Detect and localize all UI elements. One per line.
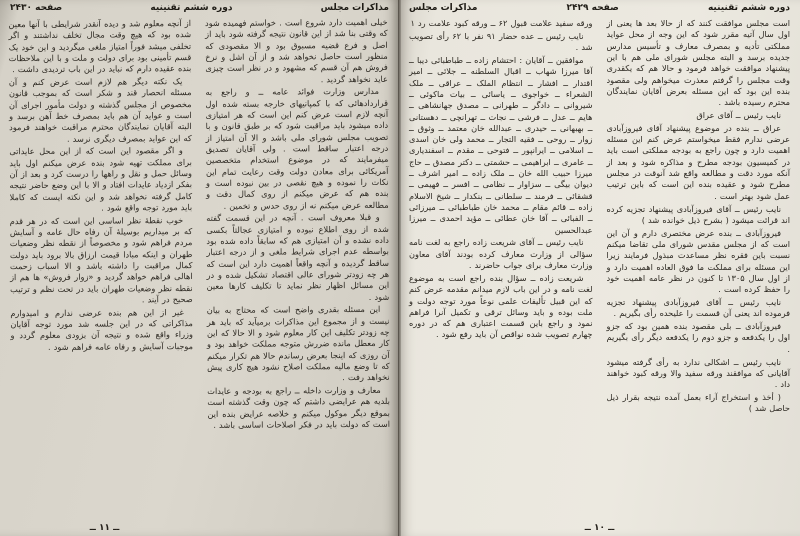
header-page-number: صفحه ۲۴۲۹: [566, 3, 619, 13]
paragraph: مدارس وزارت فوائد عامه ــ و راجع به قراردادهائی که با کمپانیهای خارجه بسته شده اول آنچه لازم است عرض کنم این است که هر امتیازی داده میشود باید مراقبت شود که بر طبق قانون و با تصویب مجلس شورای ملی باشد و الا آن امتیاز از درجه اعتبار ساقط است . ولی آقایان تصدیق میفرمایند که در موضوع استخدام متخصصین آمریکائی برای معادن دولت وقت رعایت تمام این نکات را نموده و هیچ نقصی در بین نبوده است و بنده هم که عرض میکنم از روی کمال دقت و مطالعه عرض میکنم نه از روی حدس و تخمین .: [205, 86, 389, 211]
right-page: [399, 0, 800, 536]
paragraph: یک نکته دیگر هم لازم است عرض کنم و آن مسئله انحصار قند و شکر است که بموجب قانون مخصوص از مجلس گذشته و دولت مأمور اجرای آن است و عواید آن هم باید بمصرف خط آهن برسد و البته آقایان نمایندگان محترم مراقبت خواهند فرمود که این عواید بمصرف دیگری نرسد .: [8, 76, 192, 144]
header-period: دوره ششم تقنینیه: [707, 3, 790, 13]
header-title: مذاکرات مجلس: [320, 3, 389, 13]
paragraph: و اگر مقصود این است که از این محل عایداتی برای مملکت تهیه شود بنده عرض میکنم اول باید وسائل حمل و نقل و راهها را درست کرد و بعد از آن بفکر ازدیاد عایدات افتاد و الا با این وضع حاضر نتیجه کامل گرفته نخواهد شد و این نکته ایست که کاملا باید مورد توجه واقع شود .: [9, 145, 193, 213]
paragraph: نایب رئیس ــ آقای عراق: [696, 110, 781, 120]
left-page: [0, 0, 399, 536]
paragraph: ( أخذ و استخراج آراء بعمل آمده نتیجه بقرار ذیل حاصل شد ): [606, 392, 790, 414]
right-page-header: [399, 0, 800, 15]
paragraph: ورقه سفید علامت قبول ۶۲ ــ ورقه کبود علامت رد ۱: [410, 18, 593, 28]
paragraph: شریعت زاده ــ سؤال بنده راجع است به موضوع لغت نامه و در این باب لازم میدانم مقدمه عرض کنم که این قبیل تألیفات علمی نوعاً مورد توجه دولت و ملت بوده و باید وسائل ترقی و تکمیل آنرا فراهم نمود و راجع باین قسمت اعتباری هم که در دوره چهارم تصویب شده نواقص آن باید رفع شود .: [409, 272, 593, 340]
paragraph: عراق ــ بنده در موضوع پیشنهاد آقای فیروزآبادی عرضی ندارم فقط میخواستم عرض کنم این مسئله اهمیت دارد و چون راجع به بودجه مملکتی است باید در کمیسیون بودجه مطرح و مذاکره شود و بعد از آنکه مورد دقت و مطالعه واقع شد آنوقت در مجلس مطرح شود و عقیده بنده این است که باین ترتیب عمل شود بهتر است .: [606, 122, 790, 201]
text-column: [9, 18, 195, 513]
paragraph: موافقین ــ آقایان : احتشام زاده ــ طباطبائی دیبا ــ آقا میرزا شهاب ــ اقبال السلطنه ــ جلائی ــ امیر اقتدار ــ افشار ــ انتظام الملک ــ عراقی ــ ملک الشعراء ــ خواجوی ــ یاسائی ــ بیات ماکوئی ــ شیروانی ــ دادگر ــ طهرانی ــ مصدق جهانشاهی ــ هایم ــ عدل ــ فرشی ــ نجات ــ تهرانچی ــ دهستانی ــ بهبهانی ــ حیدری ــ عبدالله خان معتمد ــ وثوق ــ زوار ــ روحی ــ فقیه التجار ــ محمد ولی خان اسدی ــ اسلامی ــ ایرانپور ــ فتوحی ــ مقدم ــ اسفندیاری ــ عامری ــ ابراهیمی ــ حشمتی ــ دکتر مصدق ــ حاج میرزا حبیب الله خان ــ ملک زاده ــ امیر اشرف ــ دیوان بیگی ــ سزاوار ــ نظامی ــ افسر ــ فهیمی ــ قشقائی ــ فرمند ــ سلطانی ــ بنکدار ــ شیخ الاسلام زاده ــ قائم مقام ــ محمد خان طباطبائی ــ میرزائی ــ الفبائی ــ آقا خان عطائی ــ مؤید احمدی ــ میرزا عبدالحسین: [409, 54, 593, 235]
paragraph: خوب نقطهٔ نظر اساسی این است که در هر قدم که بر میداریم بوسیلهٔ آن رفاه حال عامه و آسایش مردم فراهم شود و مخصوصاً از نقطه نظر وضعیات طهران و اینکه مبادا قیمت ارزاق بالا برود باید دولت کمال مراقبت را داشته باشد و الا اسباب زحمت اهالی فراهم خواهد گردید و «زوار فروش» ها هم از نقطه نظر وضعیات طهران باید در تحت نظم و ترتیب صحیح در آیند .: [9, 214, 193, 305]
paragraph: از آنچه معلوم شد و دیده آنقدر شرایطی با آنها معین شده بود که هیچ وقت مجال تخلف نداشتند و اگر تخلفی میشد فوراً امتیاز ملغی میگردید و این خود یک قسم تأمینی بود برای دولت و ملت و با این ملاحظات بنده عقیده دارم که نباید در این باب تردیدی داشت .: [8, 18, 192, 75]
left-page-text-area: [0, 14, 399, 513]
paragraph: نایب رئیس ــ عده حضار ۹۱ نفر با ۶۲ رأی تصویب شد .: [409, 30, 593, 53]
paragraph: فیروزآبادی ــ بنده عرض مختصری دارم و آن این است که از مجلس مقدس شورای ملی تقاضا میکنم نسبت باین فقره نظر مساعدت مبذول فرمایند زیرا این مسئله برای مملکت ما فوق العاده اهمیت دارد و از اول سال ۱۳۰۵ تا کنون در نظر عامه اهمیت خود را حفظ کرده است .: [606, 227, 790, 295]
text-column: [205, 17, 391, 512]
header-period: دوره ششم تقنینیه: [150, 3, 233, 13]
binding-seam: [398, 0, 401, 536]
paragraph: نایب رئیس ــ آقای فیروزآبادی پیشنهاد تجزیه کرده اند قرائت میشود ( بشرح ذیل خوانده شد ): [606, 203, 790, 225]
right-page-folio: ــ ۱۰ ــ: [584, 523, 615, 533]
left-page-folio: ــ ۱۱ ــ: [89, 523, 120, 533]
right-page-text-area: [399, 15, 800, 512]
header-title: مذاکرات مجلس: [409, 3, 478, 13]
text-column: [409, 18, 593, 512]
left-page-header: [0, 0, 399, 15]
header-page-number: صفحه ۲۴۳۰: [10, 3, 63, 13]
paragraph: غیر از این هم بنده عرضی ندارم و امیدوارم مذاکراتی که در این جلسه شد مورد توجه آقایان وزراء واقع شده و نتیجه آن بزودی معلوم گردد و موجبات آسایش و رفاه عامه فراهم شود .: [10, 306, 194, 352]
paragraph: نایب رئیس ــ اشکالی ندارد به رأی گرفته میشود آقایانی که موافقند ورقه سفید والا ورقه کبود خواهند داد .: [606, 356, 790, 390]
paragraph: فیروزآبادی ــ بلی مقصود بنده همین بود که جزو اول را یکدفعه و جزو دوم را یکدفعه دیگر رأی بگیریم .: [606, 321, 790, 354]
paragraph: است مجلس موافقت کنند که از حالا بعد ها یعنی از اول سال آتیه مقرر شود که این وجه از محل عواید مملکتی تأدیه و بمصرف معارف و تأسیس مدارس جدیده برسد و البته مجلس شورای ملی هم با این پیشنهاد موافقت خواهد فرمود و حالا هم که یکقدری وقت مجلس را گرفتم معذرت میخواهم ولی مقصود بنده این بود که این مسئله بعرض آقایان نمایندگان محترم رسیده باشد .: [606, 18, 790, 108]
paragraph: خیلی اهمیت دارد شروع است . خواستم فهمیده شود که وقتی بنا شد از این قانون نتیجه گرفته شود باید از اصل و فرع قضیه مسبوق بود و الا مقصودی که منظور است حاصل نخواهد شد و از آن اشل و نرخ فروش هم آن قسم که مشهود و در نظر است چیزی عاید نخواهد گردید .: [205, 16, 388, 84]
paragraph: معارف و وزارت داخله ــ راجع به بودجه و عایدات بلدیه هم عرایضی داشتم که چون وقت گذشته است بموقع دیگر موکول میکنم و خلاصه عرایض بنده این است که دولت باید در فکر اصلاحات اساسی باشد .: [207, 384, 391, 430]
paragraph: نایب رئیس ــ آقای شریعت زاده راجع به لغت نامه سؤالی از وزارت معارف کرده بودند آقای معاون وزارت معارف برای جواب حاضرند .: [409, 237, 593, 271]
text-column: [607, 18, 791, 512]
paragraph: نایب رئیس ــ آقای فیروزآبادی پیشنهاد تجزیه فرموده اند یعنی آن قسمت را علیحده رأی بگیریم .: [606, 297, 790, 319]
paragraph: این مسئله بقدری واضح است که محتاج به بیان نیست و از مجموع این مذاکرات برمیآید که باید هر چه زودتر تکلیف این کار معلوم شود و الا حالا که این کار معطل مانده ضررش متوجه مملکت خواهد بود و آن روزی که اینجا بعرض رساندم حالا هم تکرار میکنم که تا وضع مالیه مملکت اصلاح نشود هیچ کاری پیش نخواهد رفت .: [206, 304, 390, 383]
paragraph: و قبلا معروف است . آنچه در این قسمت گفته شده از روی اطلاع نبوده و امتیازی عجالتاً بکسی داده نشده و آن امتیازی هم که سابقاً داده شده بود بواسطه عدم اجرای شرایط ملغی و از درجه اعتبار ساقط گردیده و آنچه واقعاً اهمیت دارد این است که هر چه زودتر شورای عالی اقتصاد تشکیل شده و در این مسائل اظهار نظر نماید تا تکلیف کارها معین شود .: [206, 212, 390, 302]
